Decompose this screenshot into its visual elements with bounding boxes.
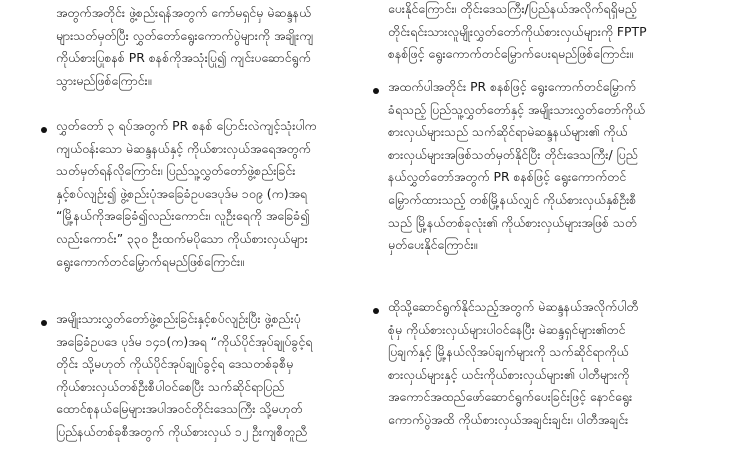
text-line: တိုင်းရင်းသားလူမျိုးလွှတ်တော်ကိုယ်စားလှယ်များကို FPTP [388,23,647,39]
bullet-icon [41,127,47,133]
text-line: မှတ်ပေးနိုင်ကြောင်း။ [388,237,478,253]
text-line: ထိုသို့ဆောင်ရွက်နိုင်သည့်အတွက် မဲဆန္ဒနယ်အလိုက်ပါတီ [388,299,639,314]
bullet-paragraph [388,76,696,257]
text-line: အခြေခံဥပဒေ ပုဒ်မ ၁၄၁(က)အရ “ကိုယ်ပိုင်အုပ်ချုပ်ခွင့်ရ [56,333,313,349]
text-line: စနစ်ဖြင့် ရွေးကောက်တင်မြှောက်ပေးရမည်ဖြစ်ကြောင်း။ [388,46,634,62]
text-line: “မြို့နယ်ကိုအခြေခံ၍လည်းကောင်း၊ လူဦးရေကို အခြေခံ၍ [56,208,310,224]
text-line: နှင့်စပ်လျဉ်း၍ ဖွဲ့စည်းပုံအခြေခံဥပဒေပုဒ်မ ၁၀၉ (က)အရ [56,185,308,201]
bullet-paragraph [388,296,696,432]
bullet-paragraph [56,308,356,444]
text-line: မြှောက်ထားသည့် တစ်မြို့နယ်လျှင် ကိုယ်စားလှယ်နှစ်ဦးစီ [388,191,637,207]
text-line: စားလှယ်များသည် သက်ဆိုင်ရာမဲဆန္ဒနယ်များ၏ ကိုယ် [388,124,628,140]
bullet-paragraph [56,115,356,273]
text-line: အကောင်အထည်ဖော်ဆောင်ရွက်ပေးခြင်းဖြင့် နောင်ရွေး [388,389,633,405]
text-line: ပေးနိုင်ကြောင်း၊ တိုင်းဒေသကြီး/ပြည်နယ်အလိုက်ရရှိမည့် [388,1,637,16]
bullet-icon [373,308,379,314]
text-line: သည် မြို့နယ်တစ်ခုလုံး၏ ကိုယ်စားလှယ်များအဖြစ် သတ် [388,214,637,230]
text-line: ရွေးကောက်တင်မြှောက်ရမည်ဖြစ်ကြောင်း။ [56,253,244,269]
text-line: စားလှယ်များနှင့် ယင်းကိုယ်စားလှယ်များ၏ ပါတီများကို [388,366,630,382]
text-line: ပြည်နယ်တစ်ခုစီအတွက် ကိုယ်စားလှယ် ၁၂ ဦးကျစီတူညီ [56,423,308,439]
text-line: စုံမှ ကိုယ်စားလှယ်များပါဝင်နေပြီး မဲဆန္ဒရှင်များ၏တင် [388,321,626,337]
text-line: အထက်ပါအတိုင်း PR စနစ်ဖြင့် ရွေးကောက်တင်မြှောက် [388,79,637,94]
paragraph-continued [56,2,356,92]
text-line: နယ်လွှတ်တော်အတွက် PR စနစ်ဖြင့် ရွေးကောက်တင် [388,169,627,185]
text-line: တိုင်း သို့မဟုတ် ကိုယ်ပိုင်အုပ်ချုပ်ခွင့်ရ ဒေသတစ်ခုစီမှ [56,356,294,372]
text-line: ခံရသည့် ပြည်သူ့လွှတ်တော်နှင့် အမျိုးသားလွှတ်တော်ကိုယ် [388,101,646,117]
text-line: ကိုယ်စားလှယ်တစ်ဦးစီပါဝင်စေပြီး သက်ဆိုင်ရာပြည် [56,378,285,394]
text-line: အတွက်အတိုင်း ဖွဲ့စည်းရန်အတွက် ကော်မရှင်မှ မဲဆန္ဒနယ် [56,5,312,20]
text-line: သွားမည်ဖြစ်ကြောင်း။ [56,72,152,88]
text-line: ကိုယ်စားပြုစနစ် PR စနစ်ကိုအသုံးပြု၍ ကျင်းပဆောင်ရွက် [56,50,311,66]
text-line: အမျိုးသားလွှတ်တော်ဖွဲ့စည်းခြင်းနှင့်စပ်လျဉ်းပြီး ဖွဲ့စည်းပုံ [56,311,301,326]
bullet-icon [373,88,379,94]
bullet-icon [41,320,47,326]
text-line: လည်းကောင်း” ၃၃၀ ဦးထက်မပိုသော ကိုယ်စားလှယ်များ [56,230,308,246]
text-line: ကျယ်ဝန်းသော မဲဆန္ဒနယ်နှင့် ကိုယ်စားလှယ်အရေအတွက် [56,140,311,156]
text-line: သတ်မှတ်ရန်လိုကြောင်း၊ ပြည်သူ့လွှတ်တော်ဖွဲ့စည်းခြင်း [56,163,296,179]
text-line: ထောင်စုနယ်မြေများအပါအဝင်တိုင်းဒေသကြီး သို့မဟုတ် [56,401,303,417]
text-line: လွှတ်တော် ၃ ရပ်အတွက် PR စနစ် ပြောင်းလဲကျင့်သုံးပါက [56,118,317,133]
text-line: ကောက်ပွဲအထိ ကိုယ်စားလှယ်အချင်းချင်း၊ ပါတီအချင်း [388,411,629,427]
text-line: များသတ်မှတ်ပြီး လွှတ်တော်ရွေးကောက်ပွဲများကို အချိုးကျ [56,27,314,43]
text-line: စားလှယ်များအဖြစ်သတ်မှတ်နိုင်ပြီး တိုင်းဒေသကြီး/ ပြည် [388,146,638,162]
text-line: ပြချက်နှင့် မြို့နယ်လိုအပ်ချက်များကို သက်ဆိုင်ရာကိုယ် [388,344,629,360]
paragraph-continued [388,0,696,66]
